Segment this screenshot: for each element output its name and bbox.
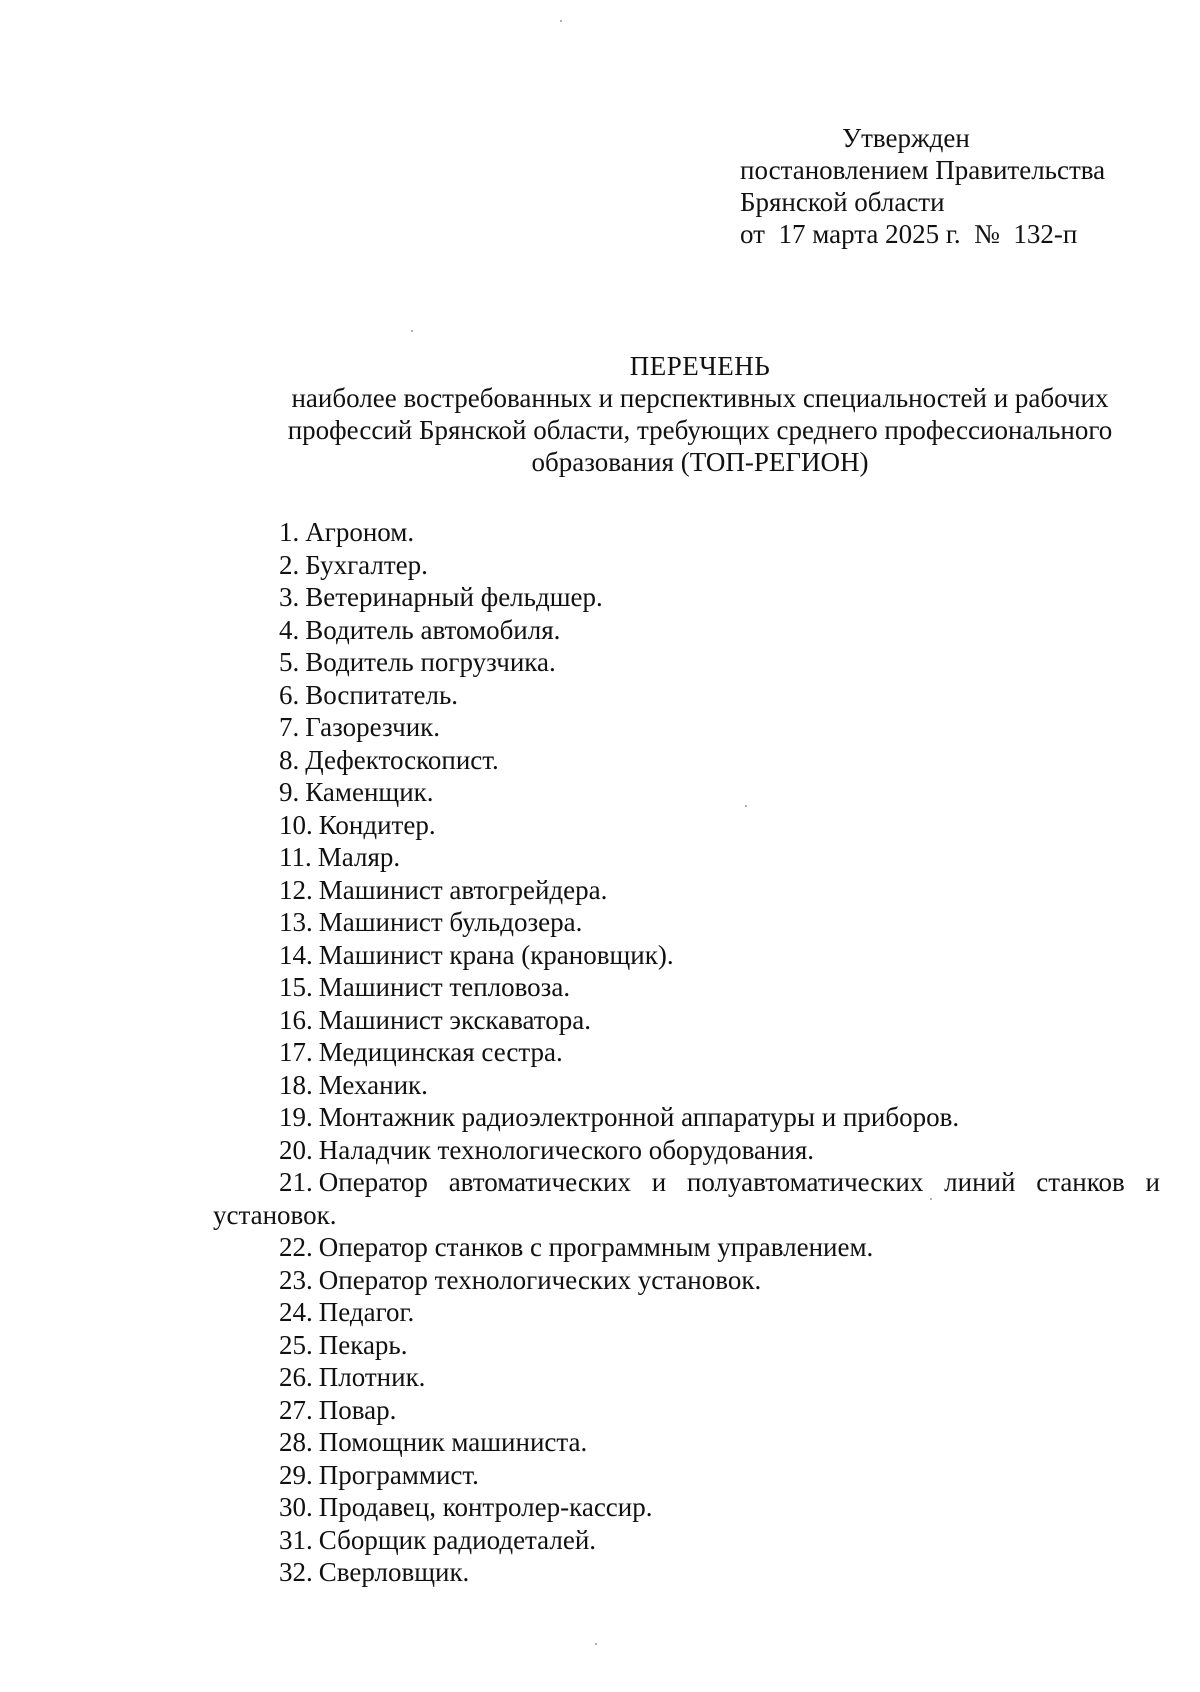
list-item-text: Монтажник радиоэлектронной аппаратуры и приборов. [318, 1102, 960, 1132]
profession-list-item [213, 874, 1160, 907]
approval-line-region: Брянской области [740, 187, 945, 217]
list-item-number: 17. [279, 1037, 313, 1067]
document-title-block [200, 350, 1200, 478]
list-item-text: Дефектоскопист. [305, 744, 499, 775]
list-item-number: 4. [279, 614, 300, 645]
profession-list-item [213, 1264, 1160, 1297]
list-item-number: 16. [279, 1004, 313, 1035]
list-item-number: 31. [279, 1524, 313, 1555]
list-item-text: Сборщик радиодеталей. [318, 1524, 597, 1555]
list-item-number: 24. [279, 1297, 313, 1327]
approval-line-resolution: постановлением Правительства [740, 155, 1106, 185]
profession-list-item [213, 906, 1160, 939]
list-item-number: 2. [279, 549, 300, 580]
profession-list-item [213, 809, 1160, 842]
profession-list-item [213, 646, 1160, 679]
list-item-number: 10. [279, 809, 313, 840]
list-item-number: 5. [279, 647, 300, 677]
list-item-text: Оператор технологических установок. [318, 1264, 762, 1295]
list-item-text: Программист. [318, 1459, 479, 1490]
list-item-text: Машинист тепловоза. [318, 972, 571, 1002]
list-item-number: 18. [279, 1069, 313, 1100]
profession-list-item [213, 841, 1160, 874]
list-item-text: Педагог. [318, 1297, 415, 1327]
profession-list-item [213, 516, 1160, 549]
profession-list-item [213, 744, 1160, 777]
profession-list-item [213, 1166, 1160, 1231]
list-item-text: Оператор станков с программным управлением. [318, 1232, 874, 1262]
list-item-text: Сверловщик. [318, 1557, 470, 1587]
list-item-text: Маляр. [317, 842, 401, 872]
list-item-text: Пекарь. [318, 1329, 408, 1360]
list-item-text: Машинист автогрейдера. [318, 874, 608, 905]
list-item-text: Каменщик. [305, 777, 434, 807]
document-heading: ПЕРЕЧЕНЬ [629, 351, 771, 381]
approval-stamp-block [740, 122, 1105, 250]
list-item-number: 13. [279, 907, 313, 937]
profession-list-item [213, 939, 1160, 972]
list-item-number: 29. [279, 1459, 313, 1490]
profession-list-item [213, 1491, 1160, 1524]
list-item-text: Воспитатель. [305, 679, 459, 710]
list-item-number: 27. [279, 1394, 313, 1425]
profession-list-item [213, 1459, 1160, 1492]
profession-list-item [213, 1361, 1160, 1394]
list-item-number: 15. [279, 972, 313, 1002]
profession-list-item [213, 614, 1160, 647]
scan-speck [595, 1643, 597, 1645]
list-item-text: Помощник машиниста. [318, 1427, 588, 1457]
profession-list-item [213, 1134, 1160, 1167]
list-item-number: 7. [279, 712, 300, 742]
profession-list-item [213, 1231, 1160, 1264]
profession-list-item [213, 679, 1160, 712]
profession-list-item [213, 549, 1160, 582]
list-item-number: 26. [279, 1362, 313, 1392]
list-item-text: Продавец, контролер-кассир. [318, 1492, 653, 1522]
list-item-text: Газорезчик. [305, 712, 441, 742]
list-item-number: 32. [279, 1557, 313, 1587]
list-item-number: 19. [279, 1102, 313, 1132]
profession-list-item [213, 581, 1160, 614]
list-item-text: Ветеринарный фельдшер. [305, 582, 603, 612]
list-item-text: Машинист крана (крановщик). [318, 939, 674, 970]
list-item-number: 30. [279, 1492, 313, 1522]
list-item-text: Бухгалтер. [305, 549, 428, 580]
list-item-text: Агроном. [305, 517, 415, 547]
list-item-number: 8. [279, 744, 300, 775]
list-item-text: Плотник. [318, 1362, 426, 1392]
profession-list-item [213, 971, 1160, 1004]
profession-list-item [213, 1556, 1160, 1589]
list-item-text: Машинист экскаватора. [318, 1004, 591, 1035]
scan-speck [930, 1198, 932, 1200]
profession-list-item [213, 1426, 1160, 1459]
scan-speck [411, 330, 413, 332]
profession-list-item [213, 711, 1160, 744]
profession-list-item [213, 1394, 1160, 1427]
scan-speck [560, 20, 562, 22]
list-item-text: Машинист бульдозера. [318, 907, 583, 937]
list-item-number: 9. [279, 777, 300, 807]
profession-list-item [213, 776, 1160, 809]
approval-line-date-number: от 17 марта 2025 г. № 132-п [740, 219, 1078, 249]
list-item-number: 20. [279, 1134, 313, 1165]
list-item-text: Наладчик технологического оборудования. [318, 1134, 815, 1165]
list-item-text: Водитель автомобиля. [305, 614, 561, 645]
approval-line-approved: Утвержден [842, 123, 970, 153]
profession-list [213, 516, 1160, 1589]
list-item-number: 3. [279, 582, 300, 612]
profession-list-item [213, 1329, 1160, 1362]
list-item-text: Кондитер. [318, 809, 436, 840]
list-item-number: 11. [279, 842, 312, 872]
list-item-text: Повар. [318, 1394, 397, 1425]
list-item-number: 14. [279, 939, 313, 970]
scan-speck [745, 805, 747, 807]
list-item-number: 22. [279, 1232, 313, 1262]
profession-list-item [213, 1036, 1160, 1069]
list-item-text: Водитель погрузчика. [305, 647, 556, 677]
list-item-number: 28. [279, 1427, 313, 1457]
list-item-number: 23. [279, 1264, 313, 1295]
list-item-number: 12. [279, 874, 313, 905]
list-item-number: 21. [279, 1167, 313, 1197]
list-item-text: Медицинская сестра. [318, 1037, 563, 1067]
list-item-text: Оператор автоматических и полуавтоматических линий станков и установок. [213, 1167, 1160, 1230]
list-item-number: 25. [279, 1329, 313, 1360]
list-item-text: Механик. [318, 1069, 428, 1100]
profession-list-item [213, 1101, 1160, 1134]
profession-list-item [213, 1296, 1160, 1329]
list-item-number: 1. [279, 517, 300, 547]
document-subtitle-line-3: образования (ТОП-РЕГИОН) [531, 447, 869, 477]
list-item-number: 6. [279, 679, 300, 710]
profession-list-item [213, 1069, 1160, 1102]
profession-list-item [213, 1524, 1160, 1557]
document-subtitle-line-2: профессий Брянской области, требующих среднего профессионального [287, 415, 1113, 445]
document-subtitle-line-1: наиболее востребованных и перспективных специальностей и рабочих [291, 383, 1109, 413]
profession-list-item [213, 1004, 1160, 1037]
